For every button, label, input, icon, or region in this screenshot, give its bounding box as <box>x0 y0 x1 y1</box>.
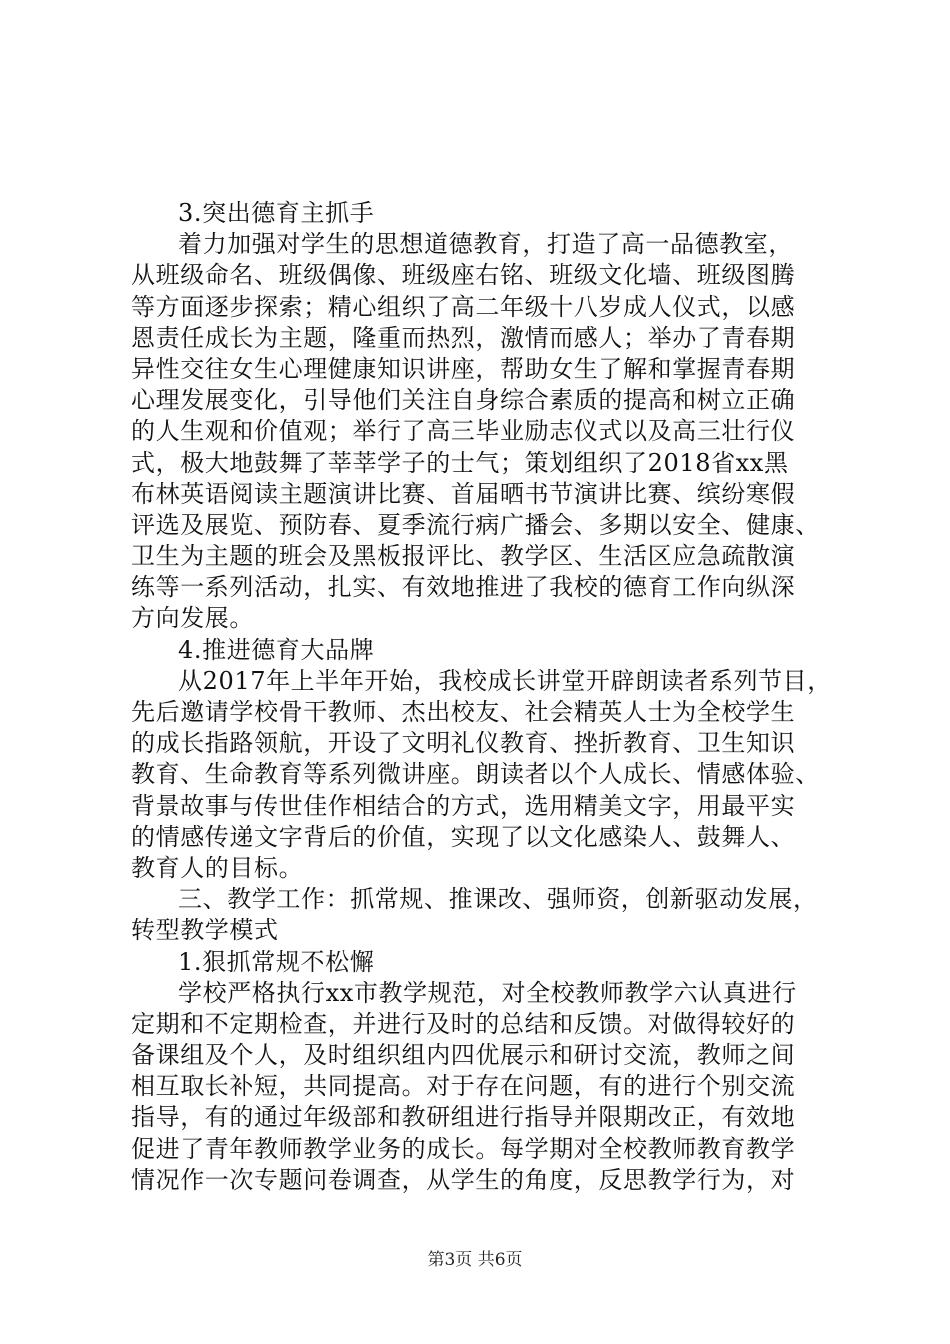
paragraph-line: 布林英语阅读主题演讲比赛、首届晒书节演讲比赛、缤纷寒假 <box>131 479 796 508</box>
section-heading: 4.推进德育大品牌 <box>178 635 375 664</box>
paragraph-line: 教育、生命教育等系列微讲座。朗读者以个人成长、情感体验、 <box>131 760 820 789</box>
paragraph-line: 式，极大地鼓舞了莘莘学子的士气；策划组织了2018省xx黑 <box>131 448 789 477</box>
paragraph-line: 练等一系列活动，扎实、有效地推进了我校的德育工作向纵深 <box>131 573 796 602</box>
paragraph-line: 从2017年上半年开始，我校成长讲堂开辟朗读者系列节目， <box>178 666 832 695</box>
paragraph-line: 从班级命名、班级偶像、班级座右铭、班级文化墙、班级图腾 <box>131 261 796 290</box>
paragraph-line: 备课组及个人，及时组织组内四优展示和研讨交流，教师之间 <box>131 1041 796 1070</box>
paragraph-line: 背景故事与传世佳作相结合的方式，选用精美文字，用最平实 <box>131 791 796 820</box>
paragraph-line: 心理发展变化，引导他们关注自身综合素质的提高和树立正确 <box>131 386 796 415</box>
paragraph-line: 的人生观和价值观；举行了高三毕业励志仪式以及高三壮行仪 <box>131 417 796 446</box>
paragraph-line: 异性交往女生心理健康知识讲座，帮助女生了解和掌握青春期 <box>131 354 796 383</box>
paragraph-line: 学校严格执行xx市教学规范，对全校教师教学六认真进行 <box>178 978 797 1007</box>
paragraph-line: 定期和不定期检查，并进行及时的总结和反馈。对做得较好的 <box>131 1009 796 1038</box>
paragraph-line: 情况作一次专题问卷调查，从学生的角度，反思教学行为，对 <box>131 1165 796 1194</box>
paragraph-line: 评选及展览、预防春、夏季流行病广播会、多期以安全、健康、 <box>131 510 820 539</box>
paragraph-line: 方向发展。 <box>131 604 254 633</box>
paragraph-line: 着力加强对学生的思想道德教育，打造了高一品德教室， <box>178 230 793 259</box>
subsection-heading: 1.狠抓常规不松懈 <box>178 947 375 976</box>
paragraph-line: 的情感传递文字背后的价值，实现了以文化感染人、鼓舞人、 <box>131 822 796 851</box>
paragraph-line: 教育人的目标。 <box>131 853 304 882</box>
paragraph-line: 等方面逐步探索；精心组织了高二年级十八岁成人仪式，以感 <box>131 292 796 321</box>
paragraph-line: 的成长指路领航，开设了文明礼仪教育、挫折教育、卫生知识 <box>131 729 796 758</box>
paragraph-line: 相互取长补短，共同提高。对于存在问题，有的进行个别交流 <box>131 1072 796 1101</box>
paragraph-line: 先后邀请学校骨干教师、杰出校友、社会精英人士为全校学生 <box>131 698 796 726</box>
paragraph-line: 指导，有的通过年级部和教研组进行指导并限期改正，有效地 <box>131 1103 796 1132</box>
paragraph-line: 恩责任成长为主题，隆重而热烈，激情而感人；举办了青春期 <box>131 323 796 352</box>
page-footer: 第3页 共6页 <box>427 1250 523 1270</box>
section-heading-continuation: 转型教学模式 <box>131 916 279 945</box>
paragraph-line: 促进了青年教师教学业务的成长。每学期对全校教师教育教学 <box>131 1134 796 1163</box>
section-heading: 3.突出德育主抓手 <box>178 199 375 227</box>
section-heading: 三、教学工作：抓常规、推课改、强师资，创新驱动发展， <box>178 885 818 914</box>
document-body <box>131 198 831 1196</box>
paragraph-line: 卫生为主题的班会及黑板报评比、教学区、生活区应急疏散演 <box>131 542 796 571</box>
